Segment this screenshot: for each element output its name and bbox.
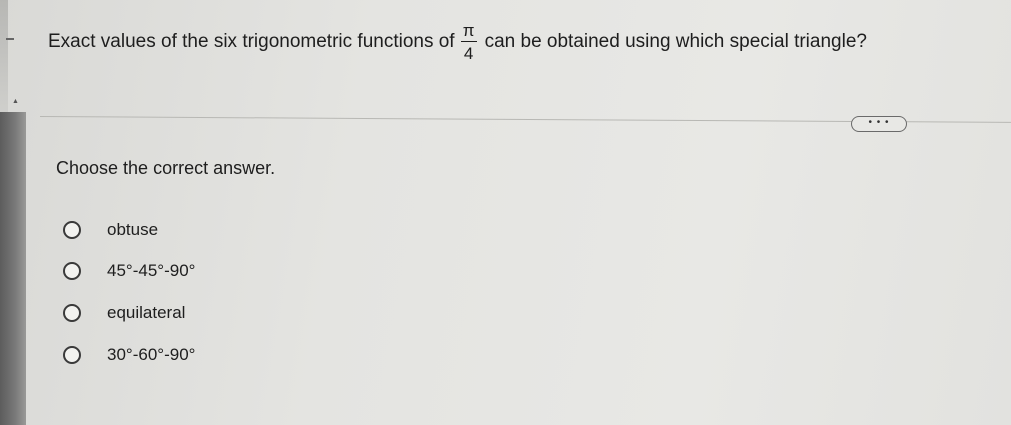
- option-label: equilateral: [107, 303, 186, 322]
- left-scrollbar[interactable]: [0, 112, 26, 425]
- option-30-60-90[interactable]: [63, 345, 195, 365]
- fraction-denominator: 4: [463, 44, 474, 64]
- option-obtuse[interactable]: [63, 220, 158, 240]
- more-options-button[interactable]: • • •: [851, 116, 907, 132]
- question-text: [48, 14, 867, 70]
- radio-button[interactable]: [63, 221, 81, 239]
- radio-button[interactable]: [63, 262, 81, 280]
- left-edge-strip: [0, 0, 8, 112]
- radio-button[interactable]: [63, 346, 81, 364]
- fraction-numerator: π: [462, 20, 475, 40]
- edge-dash: [6, 38, 14, 40]
- option-45-45-90[interactable]: [63, 261, 195, 281]
- option-label: 30°-60°-90°: [107, 345, 196, 364]
- scroll-up-icon[interactable]: ▲: [12, 98, 19, 105]
- answer-prompt: Choose the correct answer.: [56, 158, 276, 178]
- option-label: 45°-45°-90°: [107, 261, 196, 280]
- question-text-before: Exact values of the six trigonometric functions of: [48, 31, 455, 52]
- pi-over-4-fraction: [461, 22, 477, 63]
- radio-button[interactable]: [63, 304, 81, 322]
- option-equilateral[interactable]: [63, 303, 185, 323]
- option-label: obtuse: [107, 220, 159, 239]
- question-text-after: can be obtained using which special triangle?: [484, 31, 867, 52]
